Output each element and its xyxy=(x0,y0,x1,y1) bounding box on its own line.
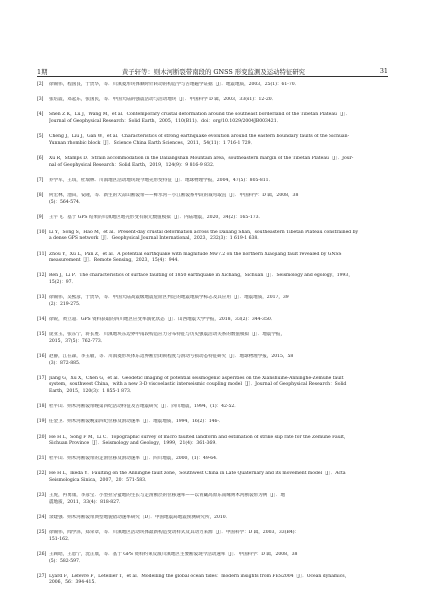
reference-text xyxy=(49,332,388,345)
reference-text xyxy=(49,134,388,147)
reference-entry xyxy=(37,215,388,222)
reference-text xyxy=(49,354,388,367)
reference-line: Shen Z K，Lü J，Wang M，et al．Contemporary crustal deformation around the southeast borderland of the Tibetan Plateau［J］． xyxy=(49,112,351,118)
reference-entry xyxy=(37,317,388,324)
reference-entry xyxy=(37,354,388,367)
reference-text xyxy=(49,435,388,448)
reference-number: [24] xyxy=(37,515,47,521)
reference-entry xyxy=(37,193,388,206)
reference-line: 赵静，江在森，李玉敏，等．川滇菱形块体东边界断层闭锁程度与滑动亏损动态特征研究［J］．地球物理学报，2015，58 xyxy=(49,353,294,359)
reference-line: Yunnan rhombic block［J］．Science China Earth Sciences，2011，54(11)：1 716-1 729． xyxy=(49,140,256,146)
reference-entry xyxy=(37,112,388,125)
reference-text xyxy=(49,456,388,463)
reference-number: [7] xyxy=(37,177,44,183)
reference-text xyxy=(49,97,388,104)
reference-line: He H L，Song F M，Li C．Topographic survey of micro faulted landform and estimation of strike slip rate for the Zemuhe Fault， xyxy=(49,434,349,440)
issue-label: 1期 xyxy=(37,68,48,76)
reference-text xyxy=(49,215,388,222)
reference-line: Zhou Y，Xu L，Pan Z，et al．A potential earthquake with magnitude Mw7.2 on the northern Xiaojiang fault revealed by GNSS xyxy=(49,251,342,257)
reference-entry xyxy=(37,574,388,587)
reference-entry xyxy=(37,515,388,522)
reference-text xyxy=(49,404,388,411)
reference-line: Ren J，Li P．The characteristics of surface faulting of 1850 earthquake in Xichang，Sichuan［J］．Seismology and egology，1993， xyxy=(49,273,353,279)
reference-line: 余建强．则木河断裂带典型地貌错动速率研究［D］．中国地震局地震预测研究所，2010． xyxy=(49,515,231,521)
reference-line: 任金卫．则木河断裂晚第四纪位移及滑动速率［J］．地震地质，1994，16(2)：146-． xyxy=(49,419,224,425)
reference-number: [26] xyxy=(37,552,47,557)
reference-text xyxy=(49,112,388,125)
reference-list xyxy=(37,82,388,587)
reference-number: [2] xyxy=(37,82,44,87)
reference-number: [20] xyxy=(37,434,47,440)
reference-text xyxy=(49,376,388,396)
reference-entry xyxy=(37,419,388,426)
reference-line: (3)：872-885． xyxy=(49,360,84,366)
reference-text xyxy=(49,252,388,265)
reference-number: [5] xyxy=(37,134,44,140)
running-title: 黄子轩等：则木河断裂带南段的 GNSS 形变监测及运动特征研究 xyxy=(121,68,306,76)
reference-entry xyxy=(37,82,388,89)
reference-text xyxy=(49,156,388,169)
reference-number: [12] xyxy=(37,273,47,279)
reference-line: 王阎昭，王恩宁，沈正康，等．基于 GPS 资料约束反演川滇地区主要断裂现今活动速率［J］．中国科学：D 辑，2008，38 xyxy=(49,552,298,557)
reference-entry xyxy=(37,178,388,185)
reference-line: 徐锐，黄立超．GPS 资料获取的四川地区应变率演化状态［J］．山西地震大学学报，2018，33(2)：344-350． xyxy=(49,317,276,322)
reference-text xyxy=(49,230,388,243)
reference-entry xyxy=(37,456,388,463)
reference-line: Journal of Geophysical Research：Solid Earth，2005，110(B11)．doi：org/10.1029/2004JB003421． xyxy=(49,118,282,124)
reference-line: 2015，37(5)：762-773． xyxy=(49,338,106,344)
reference-text xyxy=(49,317,388,324)
reference-line: 庞亚玉，张东宁，蒋长胜．川滇地块东边界中南段构造应力分布特征与历史强震活动关系的数值模拟［J］．地震学报， xyxy=(49,332,285,338)
reference-entry xyxy=(37,493,388,506)
reference-text xyxy=(49,178,388,185)
page-number: 31 xyxy=(379,67,388,75)
reference-number: [18] xyxy=(37,404,47,410)
reference-text xyxy=(49,193,388,206)
reference-line: Seismologica Sinica，2007，20：571-583． xyxy=(49,478,150,484)
reference-line: (2)：219-275． xyxy=(49,301,84,307)
reference-entry xyxy=(37,376,388,396)
reference-number: [3] xyxy=(37,97,44,103)
reference-text xyxy=(49,515,388,522)
reference-entry xyxy=(37,404,388,411)
reference-entry xyxy=(37,97,388,104)
reference-entry xyxy=(37,471,388,484)
reference-text xyxy=(49,552,388,565)
reference-line: 乔学军，王琪，杜瑞林．川滇地区活动地块现今地壳形变特征［J］．地球物理学报，2004，47(5)：805-811． xyxy=(49,177,274,183)
reference-number: [13] xyxy=(37,295,47,301)
reference-number: [22] xyxy=(37,471,47,477)
reference-text xyxy=(49,295,388,308)
reference-line: 徐锡伟，吴熙彦，于贵华，等．中国大陆高震级地震危险区判定的地震地质学标志及其应用［J］．地震地质，2017，39 xyxy=(49,295,289,301)
reference-line: (5)：582-597． xyxy=(49,558,84,564)
reference-line: 徐锡伟，闻学泽，郑荣章，等．川滇地区活动块体最新构造变动样式及其动力来源［J］．中国科学：D 辑，2003，33(B4)： xyxy=(49,530,300,536)
reference-line: Lyard F，Lefevre F，Letellier T，et al．Modelling the global ocean tides：modern insights from FES2004［J］．Ocean dynamics， xyxy=(49,573,350,579)
reference-number: [16] xyxy=(37,353,47,359)
reference-line: 杜平山．则木河断裂带的走滑位移及滑动速率［J］．四川地震，2000，(1)：49-64． xyxy=(49,456,221,462)
reference-entry xyxy=(37,230,388,243)
reference-entry xyxy=(37,552,388,565)
reference-number: [21] xyxy=(37,456,47,462)
reference-line: Li Y，Song S，Hao M，et al．Present-day crustal deformation across the Daliang Shan，southeastern Tibetan Plateau constrained by xyxy=(49,229,359,235)
reference-text xyxy=(49,493,388,506)
reference-text xyxy=(49,82,388,89)
reference-number: [17] xyxy=(37,375,47,381)
reference-line: 151-162． xyxy=(49,536,73,542)
reference-line: system，southwest China，with a new 3-D viscoelastic interseismic coupling model［J］．Journal of Geophysical Research：Solid xyxy=(49,382,347,388)
reference-text xyxy=(49,471,388,484)
reference-line: measurement［J］．Remote Sensing，2023，15(4)：944． xyxy=(49,258,182,264)
reference-number: [4] xyxy=(37,112,44,118)
reference-number: [15] xyxy=(37,332,47,338)
reference-line: 张培震，邓起东，张国民，等．中国大陆的强震活动与活动地块［J］．中国科学 D 辑，2003，33(s1)：12-20． xyxy=(49,97,277,103)
reference-line: nal of Geophysical Research：Solid Earth，2019，124(9)：9 816-9 832． xyxy=(49,162,218,168)
reference-number: [25] xyxy=(37,530,47,536)
reference-line: (5)：564-574． xyxy=(49,199,84,205)
reference-number: [19] xyxy=(37,419,47,425)
reference-line: Jiang G，Xu X，Chen G，et al．Geodetic imaging of potential seismogenic asperities on the Xianshuihe-Anninghe-Zemuhe fault xyxy=(49,375,344,381)
reference-number: [6] xyxy=(37,155,44,161)
header-rule xyxy=(37,76,388,77)
reference-line: 何宏林，池田，安隆，等．新生的大凉山断裂带——鲜水河－小江断裂系中段的裁弯取直［J］．中国科学：D 辑，2008，38 xyxy=(49,192,299,198)
reference-text xyxy=(49,574,388,587)
reference-entry xyxy=(37,134,388,147)
reference-line: Earth，2015，120(3)：1 855-1 873． xyxy=(49,388,135,394)
reference-number: [9] xyxy=(37,214,44,220)
reference-line: 王虎，冉勇康，李彦宝．小型拉分盆地的生长与走滑断层的位移速率——以青藏高原东南缘则木河断裂带为例［J］．地 xyxy=(49,493,285,499)
reference-line: 王宇飞．基于 GPS 结果的川滇地区地壳形变有限元数值模拟［J］．内陆地震，2020，34(2)：165-173． xyxy=(49,214,264,220)
reference-entry xyxy=(37,156,388,169)
reference-entry xyxy=(37,435,388,448)
reference-line: 15(2)：97． xyxy=(49,280,77,286)
reference-entry xyxy=(37,295,388,308)
reference-line: 2006，56：394-415． xyxy=(49,580,99,586)
reference-text xyxy=(49,419,388,426)
reference-text xyxy=(49,530,388,543)
reference-number: [23] xyxy=(37,493,47,499)
reference-entry xyxy=(37,332,388,345)
reference-line: He H L，Ikeda Y．Faulting on the Anninghe fault zone，Southwest China in Late Quaternary and its movement model［J］．Acta xyxy=(49,471,346,477)
reference-entry xyxy=(37,530,388,543)
reference-number: [14] xyxy=(37,317,47,322)
reference-text xyxy=(49,273,388,286)
reference-line: 徐锡伟，程国良，于贵华，等．川滇菱形块体顺时针转动的构造学与古地磁学证据［J］．地震地质，2003，25(1)：61-70． xyxy=(49,82,300,87)
reference-number: [8] xyxy=(37,192,44,198)
reference-line: Xu R，Stamps D．Strain accommodation in the Daliangshan Mountain area，southeastern margin of the Tibetan Plateau［J］．Jour- xyxy=(49,155,354,161)
reference-line: 震地质，2011，33(4)：818-827． xyxy=(49,499,124,505)
reference-number: [11] xyxy=(37,251,47,257)
reference-entry xyxy=(37,252,388,265)
reference-line: Cheng J，Liu J，Gan W，et al．Characteristics of strong earthquake evolution around the eastern boundary faults of the Sichuan- xyxy=(49,134,350,140)
reference-entry xyxy=(37,273,388,286)
reference-number: [10] xyxy=(37,229,47,235)
reference-number: [27] xyxy=(37,573,47,579)
reference-line: Sichuan Province［J］．Seismology and Geology，1999，21(4)：361-369． xyxy=(49,441,220,447)
reference-line: a dense GPS network［J］．Geophysical Journal International，2023，232(3)：1 619-1 638． xyxy=(49,236,262,242)
reference-line: 杜平山．则木河断裂带晚第四纪活动特征及古地震研究［J］．四川地震，1994，(1)：42-52． xyxy=(49,404,239,410)
